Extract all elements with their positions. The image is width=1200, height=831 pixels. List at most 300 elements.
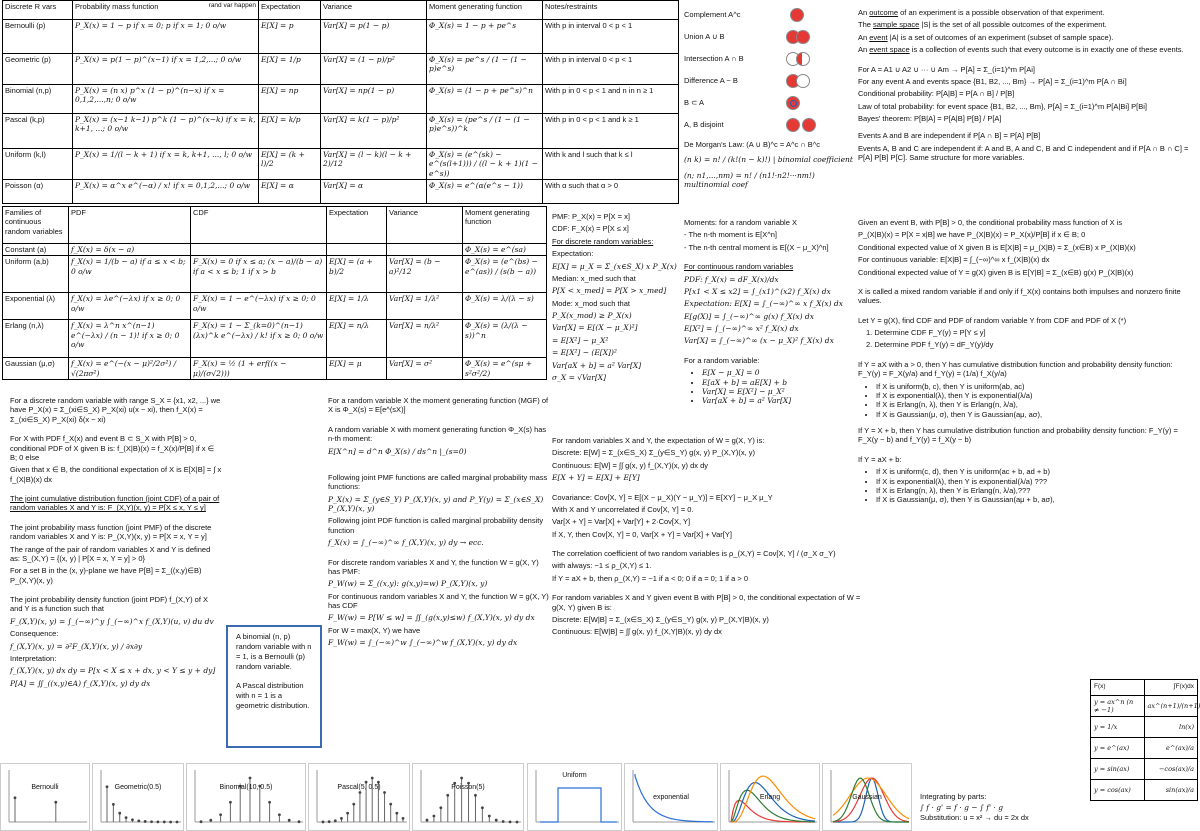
venn-diagram-icon bbox=[780, 51, 818, 67]
integral-antiderivative: ln(x) bbox=[1144, 717, 1198, 738]
integrals-header-f: F(x) bbox=[1091, 680, 1145, 696]
properties-list bbox=[702, 368, 852, 406]
interpretation-label: Interpretation: bbox=[10, 653, 57, 663]
list-item: • If X is exponential(λ), then Y is exponential(λ/a) ??? bbox=[876, 477, 1196, 486]
dist-name: Geometric (p) bbox=[3, 54, 73, 85]
list-item: • If X is uniform(b, c), then Y is uniform(ab, ac) bbox=[876, 382, 1196, 391]
plot-point bbox=[334, 819, 337, 822]
variance-alt2: = E[X²] − (E[X])² bbox=[552, 348, 617, 358]
region-prob-formula: P[A] = ∬_((x,y)∈A) f_(X,Y)(x, y) dy dx bbox=[10, 678, 151, 688]
integral-function: y = e^(ax) bbox=[1091, 738, 1145, 759]
dist-note: With p in 0 < p < 1 and n in n ≥ 1 bbox=[543, 85, 679, 114]
dist-var: Var[X] = k(1 − p)/p² bbox=[321, 114, 427, 149]
venn-diagram-icon bbox=[780, 29, 818, 45]
uncorrelated-text: With X and Y uncorrelated if Cov[X, Y] = 0. bbox=[552, 504, 694, 514]
def-event: An event |A| is a set of outcomes of an experiment (subset of sample space). bbox=[858, 32, 1114, 42]
integral-antiderivative: −cos(ax)/a bbox=[1144, 759, 1198, 780]
plot-point bbox=[288, 819, 291, 822]
transform-text: Let Y = g(X), find CDF and PDF of random variable Y from CDF and PDF of X (*) bbox=[858, 315, 1127, 325]
definitions-panel bbox=[858, 8, 1196, 166]
distribution-thumbnail bbox=[92, 763, 184, 831]
pmf-line: PMF: P_X(x) = P[X = x] bbox=[552, 212, 630, 221]
plot-point bbox=[112, 803, 115, 806]
conditional-pdf-text: For X with PDF f_X(x) and event B ⊂ S_X with P[B] > 0, conditional PDF of X given B is: f_(X|B)(x) = f_X(x)/P[B] if x ∈ B; 0 else bbox=[10, 434, 215, 462]
conditional-transform-column bbox=[858, 218, 1196, 505]
continuous-variance: Var[X] = ∫_(−∞)^∞ (x − μ_X)² f_X(x) dx bbox=[684, 336, 834, 346]
discrete-heading: For discrete random variables: bbox=[552, 236, 654, 246]
family-exp bbox=[327, 244, 387, 256]
distribution-thumbnail bbox=[412, 763, 524, 831]
variance-sum: Var[X + Y] = Var[X] + Var[Y] + 2·Cov[X, Y] bbox=[552, 517, 691, 527]
dist-var: Var[X] = p(1 − p) bbox=[321, 20, 427, 54]
plot-point bbox=[340, 817, 343, 820]
interval-probability: P[x1 < X ≤ x2] = ∫_(x1)^(x2) f_X(x) dx bbox=[684, 286, 831, 296]
family-var bbox=[387, 244, 463, 256]
dist-mgf: Φ_X(s) = pe^s / (1 − (1 − p)e^s) bbox=[427, 54, 543, 85]
set-operation-label: Difference A − B bbox=[684, 76, 738, 86]
continuous-moments-column bbox=[684, 218, 852, 406]
plot-point bbox=[54, 801, 57, 804]
integral-function: y = sin(ax) bbox=[1091, 759, 1145, 780]
joint-cdf-formula: F_(X,Y)(x, y) = ∫_(−∞)^y ∫_(−∞)^x f_(X,Y)(u, v) du dv bbox=[10, 616, 214, 626]
dist-exp: E[X] = k/p bbox=[259, 114, 321, 149]
expectation-w-continuous: Continuous: E[W] = ∫∫ g(x, y) f_(X,Y)(x, y) dx dy bbox=[552, 460, 709, 470]
plot-point bbox=[14, 796, 17, 799]
expectation-covariance-column bbox=[552, 436, 864, 640]
discrete-row bbox=[3, 54, 679, 85]
probability-rule: For A = A1 ∪ A2 ∪ ··· ∪ Am → P[A] = Σ_(i=1)^m P[Ai] bbox=[858, 64, 1035, 74]
covariance-def: Covariance: Cov[X, Y] = E[(X − μ_X)(Y − μ_Y)] = E[XY] − μ_X μ_Y bbox=[552, 492, 773, 502]
marginal-pdf-text: Following joint PDF function is called marginal probability density function bbox=[328, 516, 544, 535]
family-name: Gaussian (μ,σ) bbox=[3, 358, 69, 380]
expectation-label: Expectation: bbox=[552, 249, 594, 259]
conditional-expectation-w: For random variables X and Y given event B with P[B] > 0, the conditional expectation of W = g(X, Y) given B is: bbox=[552, 593, 861, 612]
dist-note: With p in interval 0 < p < 1 bbox=[543, 20, 679, 54]
plot-point bbox=[278, 813, 281, 816]
continuous-row bbox=[3, 358, 547, 380]
marginal-pdf-formula: f_X(x) = ∫_(−∞)^∞ f_(X,Y)(x, y) dy → ecc. bbox=[328, 538, 484, 548]
probability-rule: Law of total probability: for event space {B1, B2, ..., Bm}, P[A] = Σ_(i=1)^m P[A|Bi] P[Bi] bbox=[858, 101, 1147, 111]
dist-pmf: P_X(x) = α^x e^(−α) / x! if x = 0,1,2,...; 0 o/w bbox=[73, 180, 259, 204]
dist-pmf: P_X(x) = (x−1 k−1) p^k (1 − p)^(x−k) if x = k, k+1, ...; 0 o/w bbox=[73, 114, 259, 149]
thumbnail-title: Pascal(5, 0.5) bbox=[337, 784, 381, 791]
variance-alt1: = E[X²] − μ_X² bbox=[552, 335, 609, 345]
family-cdf: F_X(x) = 1 − e^(−λx) if x ≥ 0; 0 o/w bbox=[191, 293, 327, 320]
dist-mgf: Φ_X(s) = e^(α(e^s − 1)) bbox=[427, 180, 543, 204]
set-operation-label: A, B disjoint bbox=[684, 120, 724, 130]
plot-point bbox=[229, 801, 232, 804]
plot-point bbox=[209, 819, 212, 822]
family-cdf: F_X(x) = 0 if x ≤ a; (x − a)/(b − a) if a < x ≤ b; 1 if x > b bbox=[191, 256, 327, 293]
plot-point bbox=[200, 820, 203, 823]
joint-pmf-text: The joint probability mass function (joint PMF) of the discrete random variables X and Y is: P_(X,Y)(x, y) = P[X = x, Y = y] bbox=[10, 522, 212, 542]
family-mgf: Φ_X(s) = (e^(bs) − e^(as)) / (s(b − a)) bbox=[463, 256, 547, 293]
independent-cov: If X, Y, then Cov[X, Y] = 0, Var[X + Y] = Var[X] + Var[Y] bbox=[552, 529, 732, 539]
plot-point bbox=[125, 816, 128, 819]
consequence-label: Consequence: bbox=[10, 629, 59, 639]
range-text: The range of the pair of random variables X and Y is defined as: S_(X,Y) = {(x, y) | P[X = x, Y = y] > 0} bbox=[10, 544, 211, 563]
distribution-thumbnail bbox=[822, 763, 912, 831]
nth-central-moment: - The n-th central moment is E[(X − μ_X)^n] bbox=[684, 242, 829, 252]
distribution-thumbnail bbox=[624, 763, 718, 831]
nth-moment: - The n-th moment is E[X^n] bbox=[684, 230, 777, 240]
thumbnail-plot bbox=[1, 764, 90, 830]
integral-row bbox=[1091, 696, 1198, 717]
probability-rule: Events A, B and C are independent if: A and B, A and C, B and C independent and if P[A ∩ B ∩ C] = P[A] P[B] P[C]. Same structure for more variables. bbox=[858, 143, 1189, 163]
family-var: Var[X] = σ² bbox=[387, 358, 463, 380]
dist-name: Poisson (α) bbox=[3, 180, 73, 204]
expectation-sum: E[X + Y] = E[X] + E[Y] bbox=[552, 473, 640, 483]
plot-point bbox=[481, 806, 484, 809]
def-outcome: An outcome of an experiment is a possible observation of that experiment. bbox=[858, 8, 1105, 17]
conditional-pmf-text: Given an event B, with P[B] > 0, the conditional probability mass function of X is bbox=[858, 218, 1123, 227]
discrete-table-body bbox=[3, 20, 679, 204]
family-mgf: Φ_X(s) = (λ/(λ − s))^n bbox=[463, 320, 547, 358]
scale-list bbox=[876, 382, 1196, 420]
plot-point bbox=[433, 815, 436, 818]
header-note: rand var happen bbox=[208, 2, 256, 9]
venn-circle-b bbox=[796, 52, 810, 66]
list-item: • E[X − μ_X] = 0 bbox=[702, 368, 852, 377]
thumbnail-title: Gaussian bbox=[852, 794, 882, 801]
multinomial-coefficient: (n; n1,...,nm) = n! / (n1!·n2!···nm!) multinomial coef bbox=[684, 170, 815, 190]
dist-name: Uniform (k,l) bbox=[3, 149, 73, 180]
family-pdf: f_X(x) = 1/(b − a) if a ≤ x < b; 0 o/w bbox=[69, 256, 191, 293]
dist-exp: E[X] = (k + l)/2 bbox=[259, 149, 321, 180]
plot-point bbox=[346, 812, 349, 815]
header-c-variance: Variance bbox=[387, 207, 463, 244]
conditional-ev-continuous: For continuous variable: E[X|B] = ∫_(−∞)^∞ x f_(X|B)(x) dx bbox=[858, 255, 1050, 265]
family-var: Var[X] = 1/λ² bbox=[387, 293, 463, 320]
conditional-ev-g: Conditional expected value of Y = g(X) given B is E[Y|B] = Σ_(x∈B) g(x) P_(X|B)(x) bbox=[858, 267, 1134, 277]
integral-antiderivative: ax^(n+1)/(n+1) bbox=[1144, 696, 1198, 717]
list-item: • If X is Gaussian(μ, σ), then Y is Gaussian(aμ, aσ), bbox=[876, 410, 1196, 419]
discrete-row bbox=[3, 180, 679, 204]
family-cdf: F_X(x) = ½ (1 + erf((x − μ)/(σ√2))) bbox=[191, 358, 327, 380]
plot-point bbox=[137, 820, 140, 823]
plot-point bbox=[268, 801, 271, 804]
correlation-bounds: with always: −1 ≤ ρ_(X,Y) ≤ 1. bbox=[552, 561, 652, 571]
set-operation-label: Intersection A ∩ B bbox=[684, 54, 744, 64]
distribution-thumbnail bbox=[308, 763, 410, 831]
std-dev: σ_X = √Var[X] bbox=[552, 372, 607, 382]
venn-circle-a bbox=[786, 118, 800, 132]
set-operation bbox=[684, 48, 854, 70]
plot-point bbox=[402, 817, 405, 820]
thumbnail-plot bbox=[93, 764, 184, 830]
list-item: • If X is Erlang(n, λ), then Y is Erlang(n, λ/a),??? bbox=[876, 486, 1196, 495]
integral-function: y = cos(ax) bbox=[1091, 780, 1145, 801]
discrete-pdf-text: For a discrete random variable with range S_X = {x1, x2, ...} we have P_X(x) = Σ_(xi∈S_X) P_X(xi) u(x − xi), then f_X(x) = Σ_(xi∈S_X) P_X(xi) δ(x − xi) bbox=[10, 396, 221, 424]
marginal-pmf-text: Following joint PMF functions are called marginal probability mass functions: bbox=[328, 472, 548, 492]
integrals-table-body bbox=[1091, 696, 1198, 801]
dist-var: Var[X] = np(1 − p) bbox=[321, 85, 427, 114]
def-event-space: An event space is a collection of events such that every outcome is in exactly one of these events. bbox=[858, 45, 1184, 55]
list-item: • If X is Gaussian(μ, σ), then Y is Gaussian(aμ + b, aσ), bbox=[876, 495, 1196, 504]
probability-rule: Conditional probability: P[A|B] = P[A ∩ B] / P[B] bbox=[858, 89, 1015, 99]
discrete-row bbox=[3, 85, 679, 114]
plot-point bbox=[219, 813, 222, 816]
integral-row bbox=[1091, 717, 1198, 738]
plot-point bbox=[169, 821, 172, 824]
conditional-pmf-formula: P_(X|B)(x) = P[X = x|B] we have P_(X|B)(x) = P_X(x)/P[B] if x ∈ B; 0 bbox=[858, 230, 1086, 240]
list-item: • Var[X] = E[X²] − μ_X² bbox=[702, 387, 852, 396]
list-item: • Var[aX + b] = a² Var[X] bbox=[702, 396, 852, 405]
header-mgf: Moment generating function bbox=[427, 1, 543, 20]
discrete-row bbox=[3, 149, 679, 180]
max-text: For W = max(X, Y) we have bbox=[328, 625, 421, 635]
transform-step1: 1. Determine CDF F_Y(y) = P[Y ≤ y] bbox=[866, 328, 986, 337]
header-variance: Variance bbox=[321, 1, 427, 20]
dist-var: Var[X] = (1 − p)/p² bbox=[321, 54, 427, 85]
scale-text: If Y = aX with a > 0, then Y has cumulative distribution function and probability density function: F_Y(y) = F_X(y/a) and f_Y(y) = (1/a) f_X(y/a) bbox=[858, 359, 1173, 379]
discrete-row bbox=[3, 20, 679, 54]
family-var: Var[X] = (b − a)²/12 bbox=[387, 256, 463, 293]
family-pdf: f_X(x) = λe^(−λx) if x ≥ 0; 0 o/w bbox=[69, 293, 191, 320]
set-operation bbox=[684, 70, 854, 92]
plot-point bbox=[328, 820, 331, 823]
integral-function: y = 1/x bbox=[1091, 717, 1145, 738]
header-cdf: CDF bbox=[191, 207, 327, 244]
thumbnail-title: Uniform bbox=[562, 772, 587, 779]
plot-point bbox=[131, 818, 134, 821]
integral-function: y = ax^n (n ≠ −1) bbox=[1091, 696, 1145, 717]
expectation-w-text: For random variables X and Y, the expectation of W = g(X, Y) is: bbox=[552, 436, 765, 445]
affine-text: If Y = aX + b: bbox=[858, 454, 902, 464]
venn-circle-b bbox=[802, 118, 816, 132]
continuous-row bbox=[3, 244, 547, 256]
venn-diagram-icon bbox=[780, 73, 818, 89]
substitution-text: Substitution: u = x² → du = 2x dx bbox=[920, 813, 1029, 822]
dist-note: With α such that α > 0 bbox=[543, 180, 679, 204]
conditional-expectation-discrete: Discrete: E[W|B] = Σ_(x∈S_X) Σ_(y∈S_Y) g(x, y) P_(X,Y|B)(x, y) bbox=[552, 614, 769, 624]
plot-point bbox=[249, 777, 252, 780]
function-pmf-text: For discrete random variables X and Y, the function W = g(X, Y) has PMF: bbox=[328, 557, 539, 576]
thumbnail-plot bbox=[187, 764, 306, 830]
continuous-expectation: Expectation: E[X] = ∫_(−∞)^∞ x f_X(x) dx bbox=[684, 299, 843, 309]
mixed-variable-text: X is called a mixed random variable if and only if f_X(x) contains both impulses and nonzero finite values. bbox=[858, 286, 1181, 306]
plot-point bbox=[150, 820, 153, 823]
interpretation-formula: f_(X,Y)(x, y) dx dy = P[x < X ≤ x + dx, y < Y ≤ y + dy] bbox=[10, 666, 216, 676]
dist-note: With k and l such that k ≤ l bbox=[543, 149, 679, 180]
dist-pmf: P_X(x) = p(1 − p)^(x−1) if x = 1,2,...; 0 o/w bbox=[73, 54, 259, 85]
list-item: • If X is Erlang(n, λ), then Y is Erlang(n, λ/a), bbox=[876, 400, 1196, 409]
conditional-expectation-continuous: Continuous: E[W|B] = ∫∫ g(x, y) f_(X,Y|B)(x, y) dy dx bbox=[552, 627, 722, 637]
header-discrete: Discrete R vars bbox=[3, 1, 73, 20]
header-expectation: Expectation bbox=[259, 1, 321, 20]
function-cdf-formula: F_W(w) = P[W ≤ w] = ∬_(g(x,y)≤w) f_(X,Y)(x, y) dy dx bbox=[328, 613, 535, 623]
set-operation bbox=[684, 4, 854, 26]
family-mgf: Φ_X(s) = λ/(λ − s) bbox=[463, 293, 547, 320]
continuous-distributions-table bbox=[2, 206, 547, 380]
header-family: Families of continuous random variables bbox=[3, 207, 69, 244]
set-operation bbox=[684, 114, 854, 136]
plot-point bbox=[516, 821, 519, 824]
header-c-expectation: Expectation bbox=[327, 207, 387, 244]
venn-circle-b bbox=[796, 30, 810, 44]
plot-point bbox=[176, 821, 179, 824]
header-pmf-label: Probability mass function bbox=[75, 2, 159, 11]
family-exp: E[X] = 1/λ bbox=[327, 293, 387, 320]
plot-point bbox=[446, 794, 449, 797]
dist-note: With p in 0 < p < 1 and k ≥ 1 bbox=[543, 114, 679, 149]
venn-diagram-icon bbox=[780, 7, 818, 23]
family-name: Erlang (n,λ) bbox=[3, 320, 69, 358]
family-pdf: f_X(x) = λ^n x^(n−1) e^(−λx) / (n − 1)! if x ≥ 0; 0 o/w bbox=[69, 320, 191, 358]
function-pmf-formula: P_W(w) = Σ_((x,y): g(x,y)=w) P_(X,Y)(x, y) bbox=[328, 579, 488, 589]
family-pdf: f_X(x) = δ(x − a) bbox=[69, 244, 191, 256]
note-binomial: A binomial (n, p) random variable with n = 1, is a Bernoulli (p) random variable. bbox=[236, 632, 312, 672]
dist-exp: E[X] = 1/p bbox=[259, 54, 321, 85]
set-operation-label: Complement A^c bbox=[684, 10, 741, 20]
plot-point bbox=[163, 821, 166, 824]
joint-cdf-text: The joint cumulative distribution function (joint CDF) of a pair of random variables X and Y is: F_(X,Y)(x, y) = P[X ≤ x, Y ≤ y] bbox=[10, 494, 220, 513]
probability-rule: Events A and B are independent if P[A ∩ B] = P[A] P[B] bbox=[858, 131, 1041, 141]
plot-point bbox=[439, 806, 442, 809]
plot-curve bbox=[540, 788, 617, 822]
distribution-thumbnail bbox=[720, 763, 820, 831]
correlation-def: The correlation coefficient of two random variables is ρ_(X,Y) = Cov[X, Y] / (σ_X σ_Y) bbox=[552, 549, 836, 558]
plot-point bbox=[322, 821, 325, 824]
consequence-formula: f_(X,Y)(x, y) = ∂²F_(X,Y)(x, y) / ∂x∂y bbox=[10, 641, 143, 651]
header-pmf bbox=[73, 1, 259, 20]
def-sample-space: The sample space |S| is the set of all possible outcomes of the experiment. bbox=[858, 20, 1107, 30]
dist-mgf: Φ_X(s) = 1 − p + pe^s bbox=[427, 20, 543, 54]
venn-circle-a bbox=[790, 8, 804, 22]
set-operation-label: Union A ∪ B bbox=[684, 32, 725, 42]
family-var: Var[X] = n/λ² bbox=[387, 320, 463, 358]
joint-distributions-column bbox=[10, 396, 222, 691]
set-operation-label: B ⊂ A bbox=[684, 98, 705, 108]
plot-point bbox=[474, 794, 477, 797]
mgf-marginal-column bbox=[328, 396, 550, 651]
plot-point bbox=[118, 812, 121, 815]
expectation-formula: E[X] = μ_X = Σ_(x∈S_X) x P_X(x) bbox=[552, 261, 677, 271]
family-mgf: Φ_X(s) = e^(sμ + s²σ²/2) bbox=[463, 358, 547, 380]
cdf-line: CDF: F_X(x) = P[X ≤ x] bbox=[552, 224, 629, 234]
discrete-row bbox=[3, 114, 679, 149]
shift-text: If Y = X + b, then Y has cumulative distribution function and probability density function: F_Y(y) = F_X(y − b) and f_Y(y) = f_X(y − b) bbox=[858, 426, 1178, 445]
joint-pdf-text: The joint probability density function (joint PDF) f_(X,Y) of X and Y is a function such that bbox=[10, 595, 209, 614]
dist-name: Pascal (k,p) bbox=[3, 114, 73, 149]
header-notes: Notes/restraints bbox=[543, 1, 679, 20]
thumbnail-title: Geometric(0.5) bbox=[114, 784, 162, 791]
integral-row bbox=[1091, 759, 1198, 780]
thumbnail-title: Bernoulli bbox=[31, 784, 59, 791]
discrete-stats-column bbox=[552, 212, 680, 385]
median-label: Median: x_med such that bbox=[552, 273, 636, 283]
conditional-expectation-text: Given that x ∈ B, the conditional expectation of X is E[X|B] = ∫ x f_(X|B)(x) dx bbox=[10, 465, 222, 484]
family-name: Exponential (λ) bbox=[3, 293, 69, 320]
continuous-row bbox=[3, 256, 547, 293]
dist-exp: E[X] = np bbox=[259, 85, 321, 114]
set-operations-list bbox=[684, 4, 854, 136]
probability-rule: Bayes' theorem: P[B|A] = P[A|B] P[B] / P[A] bbox=[858, 114, 1002, 123]
expectation-g: E[g(X)] = ∫_(−∞)^∞ g(x) f_X(x) dx bbox=[684, 311, 814, 321]
list-item: • E[aX + b] = aE[X] + b bbox=[702, 378, 852, 387]
function-cdf-text: For continuous random variables X and Y, the function W = g(X, Y) has CDF bbox=[328, 591, 549, 610]
mgf-definition: For a random variable X the moment generating function (MGF) of X is Φ_X(s) = E[e^(sX)] bbox=[328, 396, 549, 415]
distribution-thumbnail bbox=[186, 763, 306, 831]
pdf-derivative: PDF: f_X(x) = dF_X(x)/dx bbox=[684, 274, 779, 284]
integral-antiderivative: sin(ax)/a bbox=[1144, 780, 1198, 801]
median-formula: P[X < x_med] = P[X > x_med] bbox=[552, 286, 667, 296]
variance-linear: Var[aX + b] = a² Var[X] bbox=[552, 360, 642, 370]
thumbnail-title: Poisson(5) bbox=[451, 784, 485, 791]
integration-parts-formula: ∫ f · g' = f · g − ∫ f' · g bbox=[920, 802, 1003, 812]
family-pdf: f_X(x) = e^(−(x − μ)²/2σ²) / √(2πσ²) bbox=[69, 358, 191, 380]
list-item: • If X is exponential(λ), then Y is exponential(λ/a) bbox=[876, 391, 1196, 400]
dist-var: Var[X] = (l − k)(l − k + 2)/12 bbox=[321, 149, 427, 180]
distribution-thumbnail bbox=[527, 763, 622, 831]
affine-list bbox=[876, 467, 1196, 505]
family-cdf bbox=[191, 244, 327, 256]
venn-circle-b bbox=[790, 100, 797, 107]
dist-pmf: P_X(x) = 1 − p if x = 0; p if x = 1; 0 o/w bbox=[73, 20, 259, 54]
note-pascal: A Pascal distribution with n = 1 is a geometric distribution. bbox=[236, 680, 310, 710]
plot-point bbox=[509, 821, 512, 824]
venn-diagram-icon bbox=[780, 95, 818, 111]
dist-var: Var[X] = α bbox=[321, 180, 427, 204]
integral-antiderivative: e^(ax)/a bbox=[1144, 738, 1198, 759]
dist-name: Binomial (n,p) bbox=[3, 85, 73, 114]
thumbnail-title: Binomial(10, 0.5) bbox=[219, 784, 273, 791]
moments-heading: Moments: for a random variable X bbox=[684, 218, 797, 227]
set-prob-text: For a set B in the (x, y)-plane we have P[B] = Σ_((x,y)∈B) P_(X,Y)(x, y) bbox=[10, 566, 202, 585]
plot-point bbox=[488, 815, 491, 818]
plot-point bbox=[157, 820, 160, 823]
correlation-linear: If Y = aX + b, then ρ_(X,Y) = −1 if a < 0; 0 if a = 0; 1 if a > 0 bbox=[552, 573, 748, 583]
dist-mgf: Φ_X(s) = (1 − p + pe^s)^n bbox=[427, 85, 543, 114]
thumbnail-plot bbox=[413, 764, 524, 830]
integration-parts-label: Integrating by parts: bbox=[920, 792, 987, 801]
demorgan-law: De Morgan's Law: (A ∪ B)^c = A^c ∩ B^c bbox=[684, 140, 821, 149]
header-c-mgf: Moment generating function bbox=[463, 207, 547, 244]
probability-rules bbox=[858, 65, 1196, 163]
plot-point bbox=[460, 777, 463, 780]
random-variable-heading: For a random variable: bbox=[684, 355, 760, 365]
plot-point bbox=[495, 819, 498, 822]
dist-name: Bernoulli (p) bbox=[3, 20, 73, 54]
continuous-row bbox=[3, 320, 547, 358]
plot-point bbox=[502, 820, 505, 823]
dist-pmf: P_X(x) = (n x) p^x (1 − p)^(n−x) if x = 0,1,2,...,n; 0 o/w bbox=[73, 85, 259, 114]
continuous-heading: For continuous random variables bbox=[684, 262, 794, 272]
discrete-distributions-table bbox=[2, 0, 679, 204]
marginal-pmf-formula: P_X(x) = Σ_(y∈S_Y) P_(X,Y)(x, y) and P_Y(y) = Σ_(x∈S_X) P_(X,Y)(x, y) bbox=[328, 494, 544, 513]
integration-notes bbox=[920, 792, 1088, 824]
conditional-ev-text: Conditional expected value of X given B is E[X|B] = μ_(X|B) = Σ_(x∈B) x P_(X|B)(x) bbox=[858, 242, 1136, 252]
second-moment: E[X²] = ∫_(−∞)^∞ x² f_X(x) dx bbox=[684, 324, 799, 333]
set-operations-panel bbox=[684, 4, 854, 190]
variance-def: Var[X] = E[(X − μ_X)²] bbox=[552, 323, 638, 333]
transform-step2: 2. Determine PDF f_Y(y) = dF_Y(y)/dy bbox=[866, 340, 994, 350]
thumbnail-plot bbox=[309, 764, 410, 830]
family-name: Constant (a) bbox=[3, 244, 69, 256]
integrals-header-int: ∫F(x)dx bbox=[1144, 680, 1198, 696]
plot-point bbox=[426, 819, 429, 822]
integral-row bbox=[1091, 780, 1198, 801]
dist-pmf: P_X(x) = 1/(l − k + 1) if x = k, k+1, ..., l; 0 o/w bbox=[73, 149, 259, 180]
plot-point bbox=[352, 803, 355, 806]
plot-point bbox=[298, 820, 301, 823]
list-item: • If X is uniform(c, d), then Y is uniform(ac + b, ad + b) bbox=[876, 467, 1196, 476]
integral-row bbox=[1091, 738, 1198, 759]
mgf-moment-text: A random variable X with moment generating function Φ_X(s) has n-th moment: bbox=[328, 424, 547, 444]
dist-exp: E[X] = α bbox=[259, 180, 321, 204]
family-cdf: F_X(x) = 1 − Σ_(k=0)^(n−1) (λx)^k e^(−λx) / k! if x ≥ 0; 0 o/w bbox=[191, 320, 327, 358]
family-exp: E[X] = μ bbox=[327, 358, 387, 380]
